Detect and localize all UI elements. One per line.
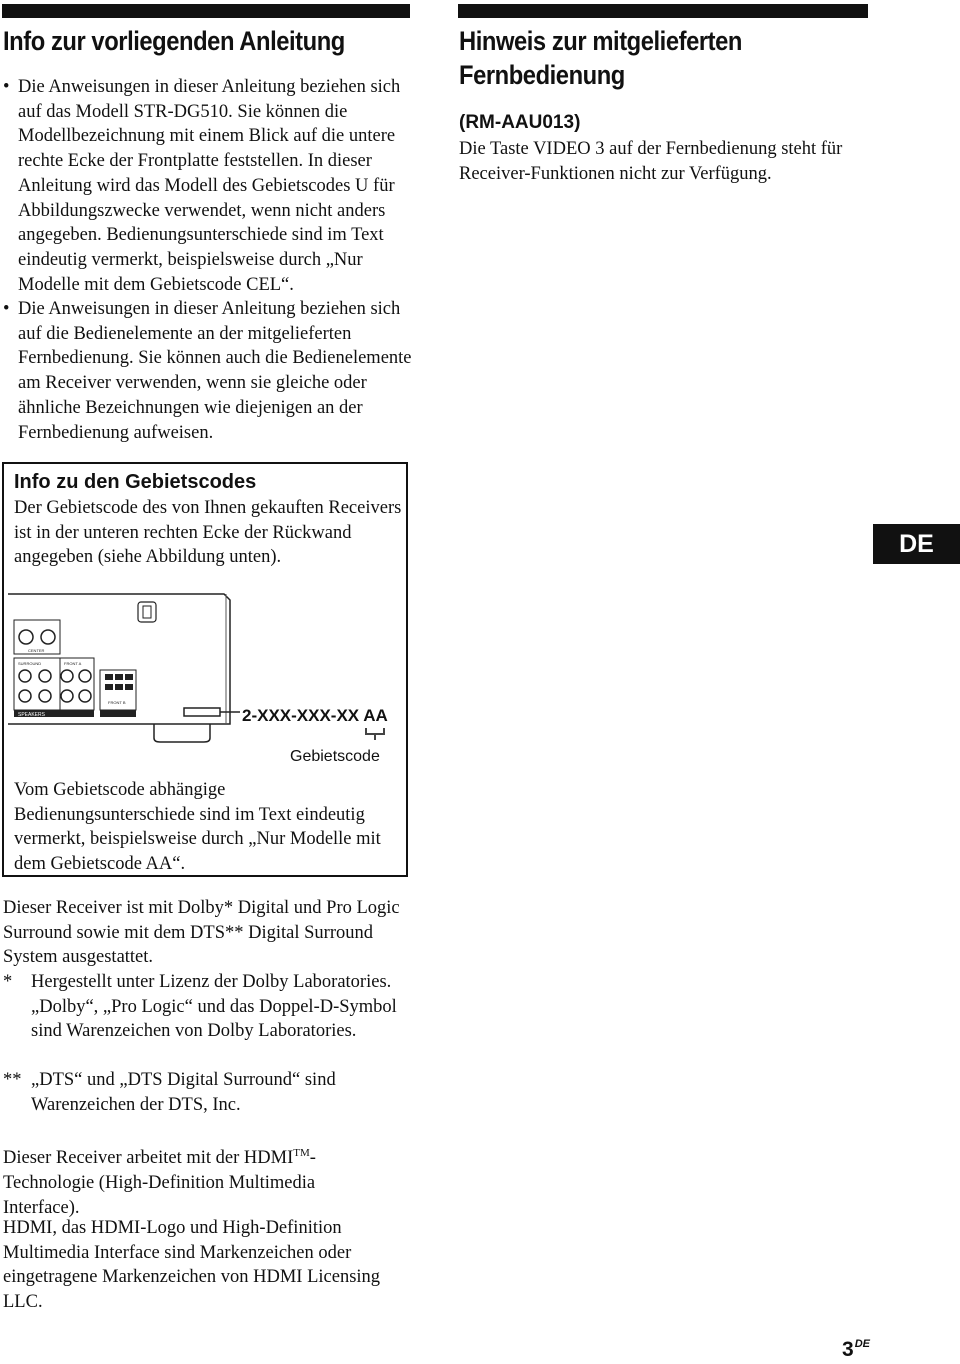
speakers-label: SPEAKERS [18,712,45,718]
language-tab: DE [873,524,960,564]
bullet-text: Die Anweisungen in dieser Anleitung beziehen sich auf das Modell STR-DG510. Sie können die Modellbezeichnung mit einem Blick auf die untere rechte Ecke der Frontplatte feststellen. In dieser Anleitung wird das Modell des Gebietscodes U für Abbildungszwecke verwendet, wenn nicht anders angegeben. Bedienungsunterschiede sind im Text eindeutig vermerkt, beispielsweise durch „Nur Modelle mit dem Gebietscode CEL“. [18,77,401,295]
bullet-text: Die Anweisungen in dieser Anleitung beziehen sich auf die Bedienelemente an der mitgelieferten Fernbedienung. Sie können auch die Bedienelemente am Receiver verwenden, wenn sie gleiche oder ähnliche Bezeichnungen wie diejenigen an der Fernbedienung aufweisen. [18,299,412,443]
hdmi-text-pre: Dieser Receiver arbeitet mit der HDMI [3,1148,294,1169]
trademark-mark: TM [293,1147,310,1159]
page-number [842,1338,870,1362]
bullet-item-2 [3,297,413,445]
footnote-text: „DTS“ und „DTS Digital Surround“ sind Warenzeichen der DTS, Inc. [31,1070,336,1115]
bullet-dot: • [3,299,10,319]
front-b-label: FRONT B [108,700,126,705]
surround-label: SURROUND [18,661,42,666]
front-a-label: FRONT A [64,661,82,666]
right-header-bar [458,4,868,18]
bullet-dot: • [3,77,10,97]
title-line-1: Hinweis zur mitgelieferten [459,26,742,56]
rear-panel-illustration [4,592,406,752]
section-title-anleitung: Info zur vorliegenden Anleitung [3,26,345,56]
page-number-value: 3 [842,1338,854,1361]
bullet-item-1 [3,75,413,297]
center-label: CENTER [28,648,45,653]
page-number-suffix: DE [854,1338,870,1350]
dolby-text: Dieser Receiver ist mit Dolby* Digital und Pro Logic Surround sowie mit dem DTS** Digital Surround System ausgestattet. [3,898,400,968]
hdmi-text-post: -Technologie (High-Definition Multimedia Interface). [3,1148,316,1218]
footnote-dts [3,1068,413,1117]
footnote-dolby [3,970,413,1044]
section-title-fernbedienung [459,24,864,92]
region-code-box [2,462,408,877]
box-note: Vom Gebietscode abhängige Bedienungsunterschiede sind im Text eindeutig vermerkt, beispielsweise durch „Nur Modelle mit dem Gebietscode AA“. [14,780,381,875]
remote-note: Die Taste VIDEO 3 auf der Fernbedienung steht für Receiver-Funktionen nicht zur Verfügung. [459,139,843,184]
region-code-caption: Gebietscode [290,748,380,765]
footnote-mark: * [3,972,13,992]
hdmi-text [3,1141,375,1220]
box-title: Info zu den Gebietscodes [14,471,257,493]
region-code-label: 2-XXX-XXX-XX AA [242,706,388,725]
footnote-mark: ** [3,1070,22,1090]
hdmi-trademark-text: HDMI, das HDMI-Logo und High-Definition Multimedia Interface sind Markenzeichen oder eingetragene Markenzeichen von HDMI Licensing LLC. [3,1218,381,1313]
left-header-bar [2,4,410,18]
footnote-text: Hergestellt unter Lizenz der Dolby Laboratories. „Dolby“, „Pro Logic“ und das Doppel-D-Symbol sind Warenzeichen von Dolby Laboratories. [31,972,397,1042]
box-intro: Der Gebietscode des von Ihnen gekauften Receivers ist in der unteren rechten Ecke der Rückwand angegeben (siehe Abbildung unten). [14,498,402,568]
title-line-2: Fernbedienung [459,60,625,90]
remote-model: (RM-AAU013) [459,112,581,133]
